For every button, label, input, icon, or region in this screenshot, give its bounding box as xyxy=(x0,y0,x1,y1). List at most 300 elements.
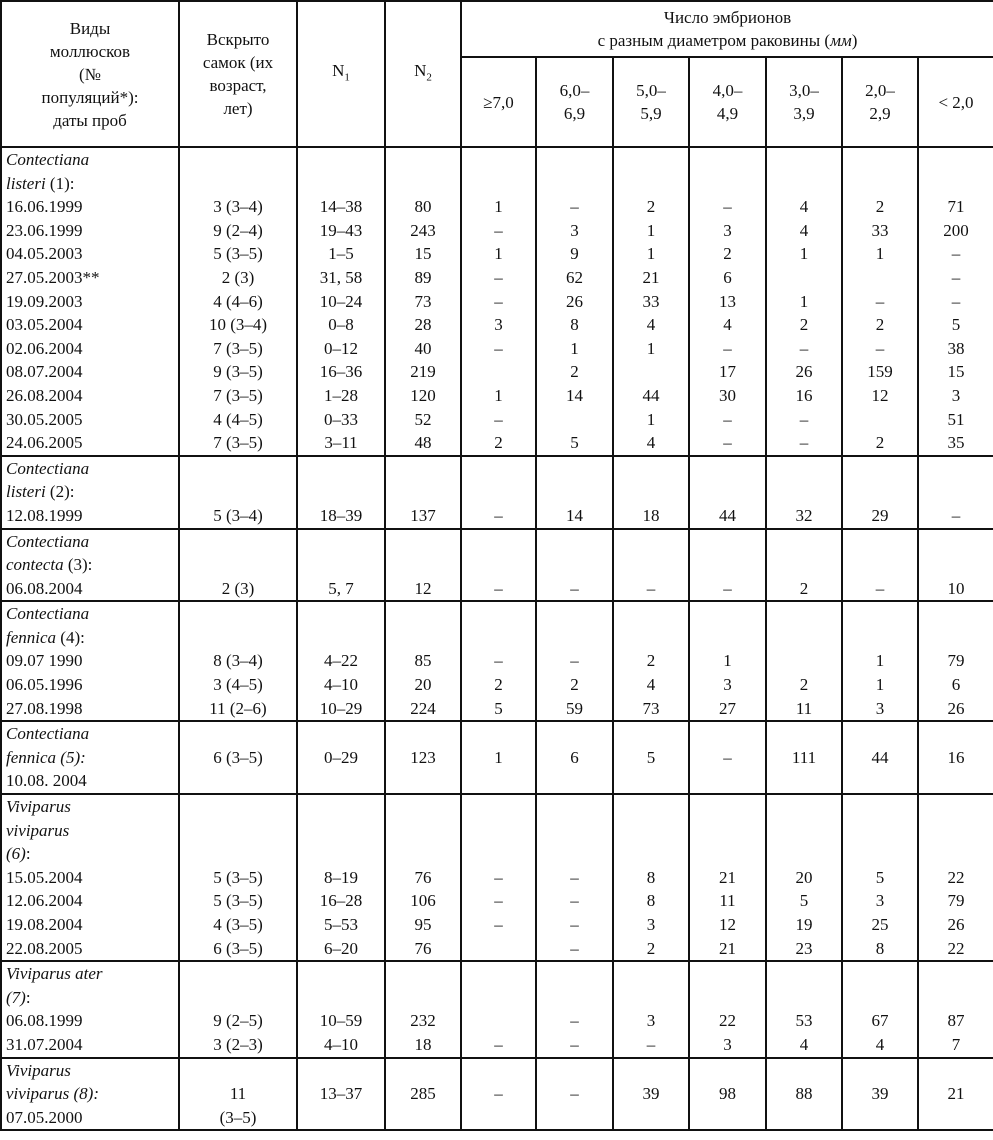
sample-date: 16.06.1999 xyxy=(6,197,83,217)
species-name xyxy=(2,962,178,986)
header-size-class xyxy=(689,57,766,147)
cell-value: 33 xyxy=(642,291,660,311)
cell-value: 2 xyxy=(799,675,809,695)
header-species-line: моллюсков xyxy=(49,41,131,61)
sample-date: 30.05.2005 xyxy=(6,409,83,429)
species-name xyxy=(2,626,178,650)
cell-value: 4 xyxy=(799,197,809,217)
blank-line xyxy=(843,457,917,481)
value-cell xyxy=(766,529,842,602)
cell-value: – xyxy=(570,578,579,598)
blank-line xyxy=(462,626,535,650)
cell-value: – xyxy=(570,938,579,958)
header-opened-line: самок (их xyxy=(202,53,274,72)
blank-line xyxy=(537,457,612,481)
blank-line xyxy=(180,148,296,172)
header-size-class xyxy=(766,57,842,147)
cell-value: 6–20 xyxy=(324,938,358,958)
blank-line xyxy=(180,1059,296,1083)
cell-value: 27 xyxy=(719,698,736,718)
sample-date: 15.05.2004 xyxy=(6,867,83,887)
cell-value: – xyxy=(570,867,579,887)
cell-value: 30 xyxy=(719,385,736,405)
cell-value: 12 xyxy=(414,578,432,598)
species-date-cell xyxy=(1,794,179,961)
blank-line xyxy=(298,626,384,650)
cell-value: 10–59 xyxy=(319,1011,363,1031)
value-cell xyxy=(766,456,842,529)
cell-value xyxy=(462,360,535,384)
value-cell xyxy=(385,794,461,961)
cell-value xyxy=(614,1106,688,1130)
size-class-line: ≥7,0 xyxy=(483,92,514,112)
n2-label: N xyxy=(414,60,427,80)
value-cell xyxy=(689,456,766,529)
blank-line xyxy=(537,530,612,554)
cell-value: – xyxy=(723,578,732,598)
size-class-line: 6,0– xyxy=(559,81,590,100)
embryos-title-text: с разным диаметром раковины ( xyxy=(597,31,831,50)
cell-value xyxy=(843,408,917,432)
value-cell xyxy=(842,456,918,529)
blank-line xyxy=(614,819,688,843)
blank-line xyxy=(767,795,841,819)
header-n2 xyxy=(385,1,461,147)
cell-value: 4 (3–5) xyxy=(213,915,263,934)
value-cell xyxy=(179,721,297,794)
cell-value: 12 xyxy=(719,915,736,934)
species-name xyxy=(2,530,178,554)
cell-value: 1 xyxy=(646,409,656,429)
blank-line xyxy=(298,602,384,626)
cell-value: 18 xyxy=(414,1034,432,1054)
cell-value: 2 xyxy=(646,651,656,671)
cell-value: 200 xyxy=(943,220,969,240)
blank-line xyxy=(386,842,460,866)
blank-line xyxy=(690,172,765,196)
blank-line xyxy=(298,795,384,819)
value-cell xyxy=(842,529,918,602)
cell-value: 10 (3–4) xyxy=(208,315,268,335)
blank-line xyxy=(919,602,993,626)
sample-date: 03.05.2004 xyxy=(6,315,83,335)
blank-line xyxy=(180,602,296,626)
value-cell xyxy=(461,147,536,456)
cell-value: 2 xyxy=(494,433,503,453)
cell-value: 137 xyxy=(410,505,436,525)
cell-value: 2 (3) xyxy=(221,578,255,598)
cell-value: 5 xyxy=(951,315,961,335)
value-cell xyxy=(536,529,613,602)
cell-value: – xyxy=(570,197,579,217)
blank-line xyxy=(180,819,296,843)
blank-line xyxy=(537,962,612,986)
blank-line xyxy=(462,553,535,577)
value-cell xyxy=(689,721,766,794)
cell-value: 9 (3–5) xyxy=(213,362,263,382)
cell-value: 10–24 xyxy=(319,291,363,311)
species-name xyxy=(2,842,178,866)
cell-value: 6 (3–5) xyxy=(213,938,263,958)
value-cell xyxy=(689,147,766,456)
blank-line xyxy=(690,602,765,626)
blank-line xyxy=(843,602,917,626)
cell-value: – xyxy=(570,1011,579,1031)
cell-value xyxy=(462,937,535,961)
species-italic: Viviparus ater xyxy=(6,964,103,984)
blank-line xyxy=(180,626,296,650)
sample-date: 27.05.2003** xyxy=(6,267,100,287)
value-cell xyxy=(842,1058,918,1131)
value-cell xyxy=(461,721,536,794)
cell-value: 1 xyxy=(799,244,809,264)
cell-value xyxy=(767,1106,841,1130)
cell-value: 5 xyxy=(799,891,809,911)
cell-value: 3 (3–4) xyxy=(213,197,263,217)
cell-value: 6 xyxy=(570,747,579,767)
species-group xyxy=(1,794,993,961)
blank-line xyxy=(843,553,917,577)
cell-value: 4–22 xyxy=(324,651,358,671)
blank-line xyxy=(690,148,765,172)
cell-value: 9 (2–5) xyxy=(213,1011,263,1031)
size-class-line: 5,0– xyxy=(636,81,666,100)
cell-value: 21 xyxy=(642,267,660,287)
value-cell xyxy=(385,961,461,1057)
header-n1 xyxy=(297,1,385,147)
cell-value: 29 xyxy=(871,505,889,525)
cell-value: 4 xyxy=(799,220,809,240)
cell-value: 35 xyxy=(947,433,965,453)
species-number: (3): xyxy=(63,555,93,575)
blank-line xyxy=(298,842,384,866)
cell-value: 0–29 xyxy=(324,747,358,767)
cell-value: 3 xyxy=(723,1034,732,1054)
blank-line xyxy=(386,819,460,843)
blank-line xyxy=(462,480,535,504)
species-italic: Contectiana xyxy=(6,604,90,624)
cell-value: 10 xyxy=(947,578,965,598)
blank-line xyxy=(180,722,296,746)
sample-date: 31.07.2004 xyxy=(6,1034,83,1054)
species-date-cell xyxy=(1,961,179,1057)
value-cell xyxy=(536,794,613,961)
species-italic: Contectiana xyxy=(6,724,90,744)
blank-line xyxy=(462,457,535,481)
header-opened-line: возраст, xyxy=(209,76,267,95)
species-italic: Viviparus xyxy=(6,797,71,817)
blank-line xyxy=(180,842,296,866)
cell-value: 98 xyxy=(719,1084,736,1104)
blank-line xyxy=(919,148,993,172)
cell-value: 15 xyxy=(414,244,432,264)
blank-line xyxy=(919,722,993,746)
blank-line xyxy=(614,457,688,481)
blank-line xyxy=(767,626,841,650)
cell-value: 2 xyxy=(875,197,885,217)
value-cell xyxy=(179,456,297,529)
header-opened-line: Вскрыто xyxy=(206,30,270,49)
blank-line xyxy=(537,480,612,504)
cell-value: 11 xyxy=(795,698,813,718)
cell-value: 2 xyxy=(646,197,656,217)
value-cell xyxy=(179,529,297,602)
species-name xyxy=(2,172,178,196)
value-cell xyxy=(918,147,993,456)
value-cell xyxy=(842,794,918,961)
cell-value: 3 xyxy=(875,891,885,911)
cell-value: 52 xyxy=(414,409,432,429)
cell-value: 2 xyxy=(875,315,885,335)
value-cell xyxy=(613,529,689,602)
blank-line xyxy=(690,480,765,504)
blank-line xyxy=(537,172,612,196)
blank-line xyxy=(298,1059,384,1083)
cell-value: 159 xyxy=(867,362,893,382)
species-name xyxy=(2,1059,178,1083)
value-cell xyxy=(613,961,689,1057)
cell-value: 4 (4–6) xyxy=(213,291,263,311)
cell-value: 7 (3–5) xyxy=(213,385,263,405)
cell-value: 44 xyxy=(871,747,889,767)
sample-date: 10.08. 2004 xyxy=(6,771,87,791)
cell-value: 7 (3–5) xyxy=(213,433,263,453)
blank-line xyxy=(298,962,384,986)
species-number: : xyxy=(25,987,31,1007)
value-cell xyxy=(918,961,993,1057)
cell-value: 7 (3–5) xyxy=(213,338,263,358)
cell-value: 5 xyxy=(646,747,656,767)
species-name xyxy=(2,722,178,746)
blank-line xyxy=(919,626,993,650)
blank-line xyxy=(690,722,765,746)
cell-value: 2 xyxy=(799,578,809,598)
cell-value: 10–29 xyxy=(319,698,363,718)
embryos-title-end: ) xyxy=(851,31,858,50)
size-class-line: 3,0– xyxy=(789,81,819,100)
species-name-continued: fennica (5): xyxy=(6,747,86,767)
cell-value: 120 xyxy=(410,385,436,405)
cell-value: 2 xyxy=(570,675,579,695)
species-group xyxy=(1,721,993,794)
cell-value: 20 xyxy=(795,867,813,887)
value-cell xyxy=(689,529,766,602)
cell-value: 4 xyxy=(646,675,656,695)
cell-value: 67 xyxy=(871,1011,889,1031)
n1-label: N xyxy=(332,60,345,80)
size-class-line: 4,0– xyxy=(712,81,743,100)
species-date-cell xyxy=(1,721,179,794)
blank-line xyxy=(614,172,688,196)
cell-value: 26 xyxy=(795,362,813,382)
blank-line xyxy=(614,626,688,650)
value-cell xyxy=(385,456,461,529)
header-species-line: (№ xyxy=(79,64,101,84)
sample-date: 08.07.2004 xyxy=(6,362,83,382)
cell-value: 2 xyxy=(570,362,579,382)
cell-value: – xyxy=(494,267,503,287)
blank-line xyxy=(180,795,296,819)
cell-value: 4 (4–5) xyxy=(213,409,263,429)
cell-value: 6 (3–5) xyxy=(213,747,263,767)
blank-line xyxy=(298,172,384,196)
blank-line xyxy=(298,722,384,746)
blank-line xyxy=(614,480,688,504)
value-cell xyxy=(179,147,297,456)
value-cell xyxy=(689,1058,766,1131)
cell-value: 22 xyxy=(719,1011,736,1031)
cell-value: 14 xyxy=(566,385,583,405)
cell-value: – xyxy=(951,267,961,287)
species-italic: Viviparus xyxy=(6,1060,71,1080)
cell-value: 26 xyxy=(947,698,965,718)
cell-value: 18 xyxy=(642,505,660,525)
cell-value: 87 xyxy=(947,1011,965,1031)
cell-value: – xyxy=(951,244,961,264)
cell-value xyxy=(614,360,688,384)
sample-date: 26.08.2004 xyxy=(6,385,83,405)
value-cell xyxy=(689,794,766,961)
species-italic: Contectiana xyxy=(6,458,90,478)
blank-line xyxy=(298,986,384,1010)
cell-value: 16 xyxy=(947,747,965,767)
cell-value: 0–33 xyxy=(324,409,358,429)
cell-value: 8 (3–4) xyxy=(213,651,263,671)
species-group xyxy=(1,147,993,456)
cell-value: – xyxy=(723,197,732,217)
sample-date: 22.08.2005 xyxy=(6,938,83,958)
cell-value xyxy=(919,769,993,793)
blank-line xyxy=(614,722,688,746)
cell-value: 62 xyxy=(566,267,583,287)
cell-value: 2 xyxy=(723,244,732,264)
value-cell xyxy=(461,961,536,1057)
blank-line xyxy=(462,148,535,172)
cell-value: – xyxy=(799,433,809,453)
cell-value xyxy=(537,769,612,793)
cell-value xyxy=(462,1106,535,1130)
blank-line xyxy=(767,602,841,626)
cell-value: 16 xyxy=(795,385,813,405)
blank-line xyxy=(537,626,612,650)
cell-value: 3 (2–3) xyxy=(213,1034,263,1054)
blank-line xyxy=(462,986,535,1010)
size-class-line: 5,9 xyxy=(640,104,662,123)
cell-value xyxy=(843,266,917,290)
cell-value: 1 xyxy=(494,244,503,264)
header-size-class xyxy=(536,57,613,147)
sample-date: 02.06.2004 xyxy=(6,338,83,358)
cell-value: 1 xyxy=(799,291,809,311)
n2-sub: 2 xyxy=(426,71,432,84)
value-cell xyxy=(918,721,993,794)
cell-value: 243 xyxy=(410,220,436,240)
cell-value: – xyxy=(875,578,885,598)
cell-value: 1 xyxy=(570,338,579,358)
blank-line xyxy=(614,530,688,554)
species-name xyxy=(2,457,178,481)
blank-line xyxy=(462,722,535,746)
blank-line xyxy=(537,722,612,746)
value-cell xyxy=(179,794,297,961)
species-italic: listeri xyxy=(6,173,46,193)
cell-value: – xyxy=(494,651,503,671)
cell-value: 31, 58 xyxy=(319,267,363,287)
cell-value: 5, 7 xyxy=(328,578,354,598)
cell-value: 21 xyxy=(719,867,736,887)
blank-line xyxy=(298,553,384,577)
species-italic: Contectiana xyxy=(6,150,90,169)
cell-value: 32 xyxy=(795,505,813,525)
species-italic: (7) xyxy=(6,987,26,1007)
cell-value: – xyxy=(570,1034,579,1054)
value-cell xyxy=(766,794,842,961)
header-species-line: Виды xyxy=(69,18,111,38)
cell-value: 76 xyxy=(414,867,432,887)
blank-line xyxy=(767,842,841,866)
cell-value: 1 xyxy=(875,651,885,671)
cell-value: 1 xyxy=(646,244,656,264)
blank-line xyxy=(919,795,993,819)
blank-line xyxy=(298,480,384,504)
sample-date: 19.09.2003 xyxy=(6,291,83,311)
blank-line xyxy=(690,795,765,819)
header-size-class xyxy=(842,57,918,147)
value-cell xyxy=(613,794,689,961)
cell-value: – xyxy=(723,409,732,429)
value-cell xyxy=(689,961,766,1057)
cell-value: 4–10 xyxy=(324,675,358,695)
species-name xyxy=(2,819,178,843)
cell-value: 5 xyxy=(570,433,579,453)
cell-value: – xyxy=(951,291,961,311)
cell-value: 38 xyxy=(947,338,965,358)
blank-line xyxy=(537,148,612,172)
blank-line xyxy=(690,986,765,1010)
blank-line xyxy=(767,553,841,577)
cell-value: 26 xyxy=(947,915,965,934)
cell-value xyxy=(537,1106,612,1130)
sample-date: 06.08.1999 xyxy=(6,1011,83,1031)
sample-date: 06.05.1996 xyxy=(6,675,83,695)
blank-line xyxy=(462,530,535,554)
cell-value: 33 xyxy=(871,220,889,240)
blank-line xyxy=(843,722,917,746)
blank-line xyxy=(767,722,841,746)
cell-value: – xyxy=(570,651,579,671)
header-embryos xyxy=(461,1,993,57)
blank-line xyxy=(767,172,841,196)
species-group xyxy=(1,1058,993,1131)
size-class-line: < 2,0 xyxy=(938,92,974,112)
cell-value: 80 xyxy=(414,197,432,217)
header-opened-females xyxy=(179,1,297,147)
cell-value: 88 xyxy=(795,1084,813,1104)
cell-value: 85 xyxy=(414,651,432,671)
cell-value: 0–12 xyxy=(324,338,358,358)
cell-value: 5 xyxy=(494,698,503,718)
value-cell xyxy=(536,1058,613,1131)
species-date-cell xyxy=(1,456,179,529)
blank-line xyxy=(843,795,917,819)
cell-value: 73 xyxy=(642,698,660,718)
blank-line xyxy=(614,842,688,866)
species-italic: contecta xyxy=(6,555,64,575)
sample-date: 09.07 1990 xyxy=(6,651,83,671)
size-class-line: 3,9 xyxy=(793,104,815,123)
cell-value: 8 xyxy=(646,867,656,887)
blank-line xyxy=(690,962,765,986)
